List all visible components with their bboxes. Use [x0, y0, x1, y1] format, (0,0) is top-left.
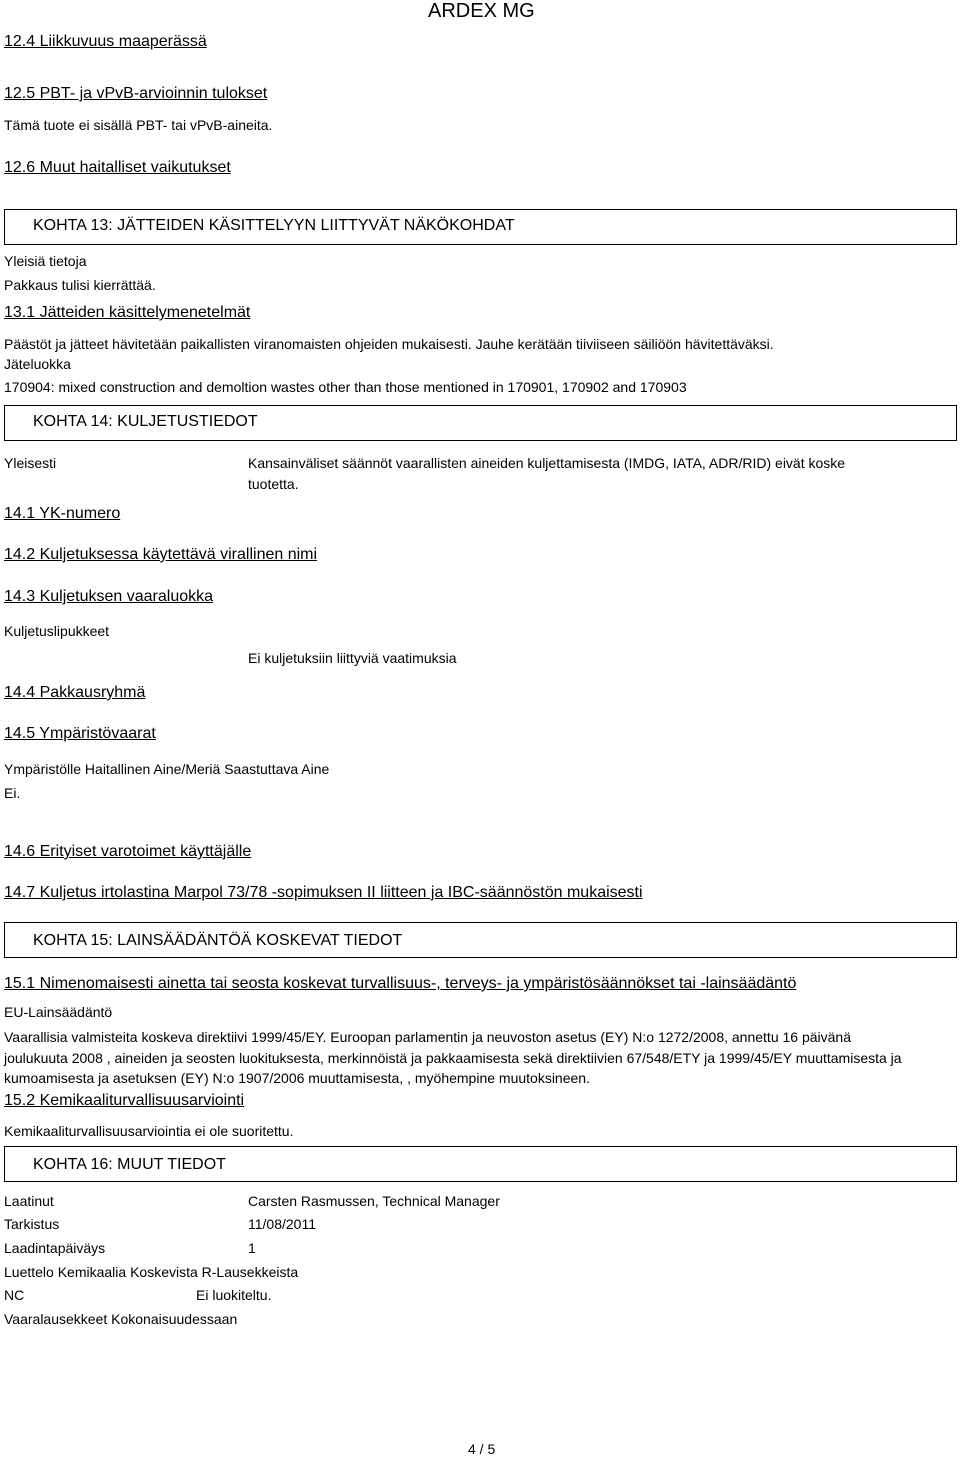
- waste-class-label: Jäteluokka: [4, 356, 71, 372]
- heading-14-4: 14.4 Pakkausryhmä: [4, 684, 146, 701]
- heading-12-5: 12.5 PBT- ja vPvB-arvioinnin tulokset: [4, 85, 268, 102]
- company-name: ARDEX MG: [428, 0, 535, 22]
- env-hazard-label: Ympäristölle Haitallinen Aine/Meriä Saastuttava Aine: [4, 761, 330, 777]
- review-value: 11/08/2011: [248, 1216, 316, 1232]
- section-15-title: KOHTA 15: LAINSÄÄDÄNTÖÄ KOSKEVAT TIEDOT: [33, 932, 403, 949]
- waste-class-text: 170904: mixed construction and demoltion wastes other than those mentioned in 170901, 170902 and 170903: [4, 379, 687, 395]
- pbt-text: Tämä tuote ei sisällä PBT- tai vPvB-aineita.: [4, 117, 273, 133]
- heading-14-5: 14.5 Ympäristövaarat: [4, 725, 156, 742]
- env-hazard-value: Ei.: [4, 785, 21, 801]
- heading-14-2: 14.2 Kuljetuksessa käytettävä virallinen nimi: [4, 546, 318, 563]
- section-16-title: KOHTA 16: MUUT TIEDOT: [33, 1156, 226, 1173]
- eu-legislation-label: EU-Lainsäädäntö: [4, 1004, 113, 1020]
- heading-14-3: 14.3 Kuljetuksen vaaraluokka: [4, 588, 214, 605]
- section-15-header: [4, 922, 957, 958]
- heading-15-2: 15.2 Kemikaaliturvallisuusarviointi: [4, 1092, 245, 1109]
- heading-12-4: 12.4 Liikkuvuus maaperässä: [4, 33, 207, 50]
- disposal-methods-text: Päästöt ja jätteet hävitetään paikallisten viranomaisten ohjeiden mukaisesti. Jauhe kerätään tiiviiseen säiliöön hävitettäväksi.: [4, 336, 774, 352]
- nc-value: Ei luokiteltu.: [196, 1287, 272, 1303]
- section-13-title: KOHTA 13: JÄTTEIDEN KÄSITTELYYN LIITTYVÄT NÄKÖKOHDAT: [33, 217, 515, 234]
- section-14-title: KOHTA 14: KULJETUSTIEDOT: [33, 413, 258, 430]
- transport-general-label: Yleisesti: [4, 455, 57, 471]
- heading-12-6: 12.6 Muut haitalliset vaikutukset: [4, 159, 231, 176]
- author-value: Carsten Rasmussen, Technical Manager: [248, 1193, 500, 1209]
- review-label: Tarkistus: [4, 1216, 60, 1232]
- author-label: Laatinut: [4, 1193, 54, 1209]
- hazard-statements-label: Vaaralausekkeet Kokonaisuudessaan: [4, 1311, 238, 1327]
- csa-text: Kemikaaliturvallisuusarviointia ei ole suoritettu.: [4, 1123, 294, 1139]
- general-info-text: Pakkaus tulisi kierrättää.: [4, 277, 156, 293]
- section-14-header: [4, 405, 957, 441]
- nc-label: NC: [4, 1287, 25, 1303]
- section-13-header: [4, 209, 957, 245]
- section-16-header: [4, 1146, 957, 1182]
- heading-14-1: 14.1 YK-numero: [4, 505, 121, 522]
- issue-date-label: Laadintapäiväys: [4, 1240, 106, 1256]
- issue-date-value: 1: [248, 1240, 256, 1256]
- r-phrases-label: Luettelo Kemikaalia Koskevista R-Lausekkeista: [4, 1264, 299, 1280]
- heading-15-1: 15.1 Nimenomaisesti ainetta tai seosta koskevat turvallisuus-, terveys- ja ympäristösäännökset tai -lainsäädäntö: [4, 975, 797, 992]
- general-info-label: Yleisiä tietoja: [4, 253, 87, 269]
- transport-labels-text: Ei kuljetuksiin liittyviä vaatimuksia: [248, 650, 457, 666]
- transport-general-text: Kansainväliset säännöt vaarallisten aineiden kuljettamisesta (IMDG, IATA, ADR/RID) eivät koske tuotetta.: [248, 455, 846, 492]
- heading-14-7: 14.7 Kuljetus irtolastina Marpol 73/78 -sopimuksen II liitteen ja IBC-säännöstön mukaisesti: [4, 884, 643, 901]
- heading-14-6: 14.6 Erityiset varotoimet käyttäjälle: [4, 843, 252, 860]
- page-number: 4 / 5: [468, 1441, 496, 1457]
- heading-13-1: 13.1 Jätteiden käsittelymenetelmät: [4, 304, 251, 321]
- transport-labels-label: Kuljetuslipukkeet: [4, 623, 110, 639]
- eu-legislation-text: Vaarallisia valmisteita koskeva direktiivi 1999/45/EY. Euroopan parlamentin ja neuvoston asetus (EY) N:o 1272/2008, annettu 16 päivänä joulukuuta 2008 , aineiden ja seosten luokituksesta, merkinnöistä ja pakkaamisesta sekä direktiivien 67/548/ETY ja 1999/45/EY muuttamisesta ja kumoamisesta ja asetuksen (EY) N:o 1907/2006 muuttamisesta, , myöhempine muutoksineen.: [4, 1029, 902, 1086]
